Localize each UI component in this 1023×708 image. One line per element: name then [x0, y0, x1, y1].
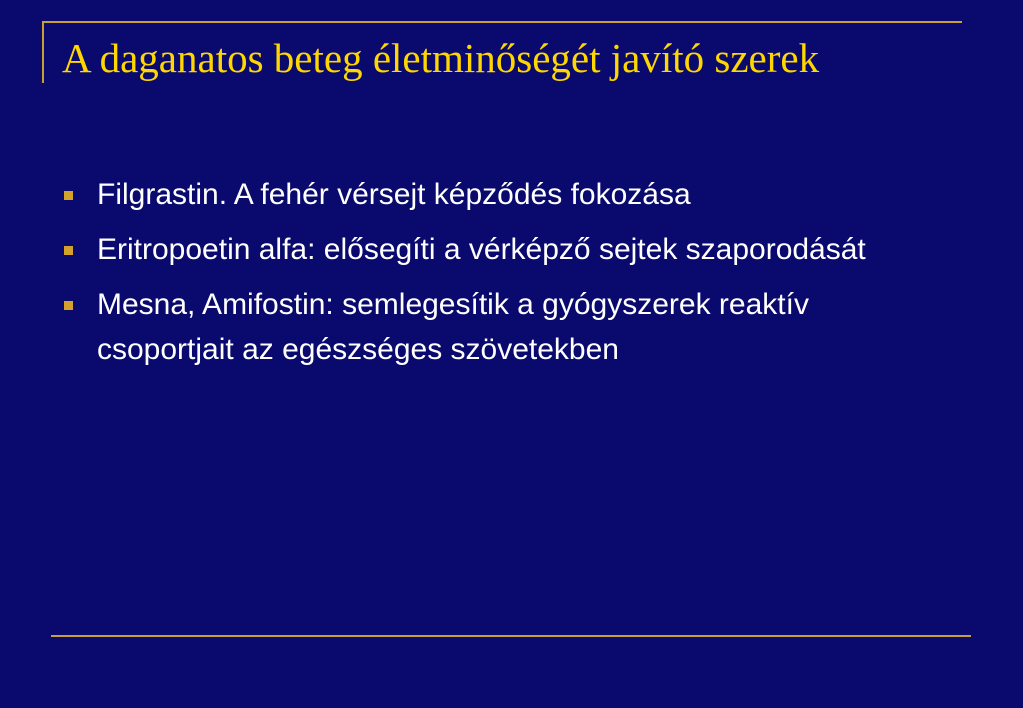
bullet-item-filgrastin — [64, 172, 944, 217]
slide-title: A daganatos beteg életminőségét javító szerek — [62, 35, 820, 81]
title-frame-top-line — [42, 21, 962, 23]
bullet-text: Filgrastin. A fehér vérsejt képződés fokozása — [97, 178, 691, 211]
bullet-list — [64, 172, 944, 382]
square-bullet-icon — [64, 246, 73, 255]
bullet-text: Mesna, Amifostin: semlegesítik a gyógyszerek reaktív csoportjait az egészséges szövetekben — [97, 288, 809, 366]
square-bullet-icon — [64, 301, 73, 310]
title-frame-left-line — [42, 21, 44, 83]
bullet-item-mesna-amifostin — [64, 282, 944, 372]
bullet-item-eritropoetin — [64, 227, 944, 272]
bullet-text: Eritropoetin alfa: elősegíti a vérképző sejtek szaporodását — [97, 233, 866, 266]
square-bullet-icon — [64, 191, 73, 200]
footer-divider-line — [51, 635, 971, 637]
